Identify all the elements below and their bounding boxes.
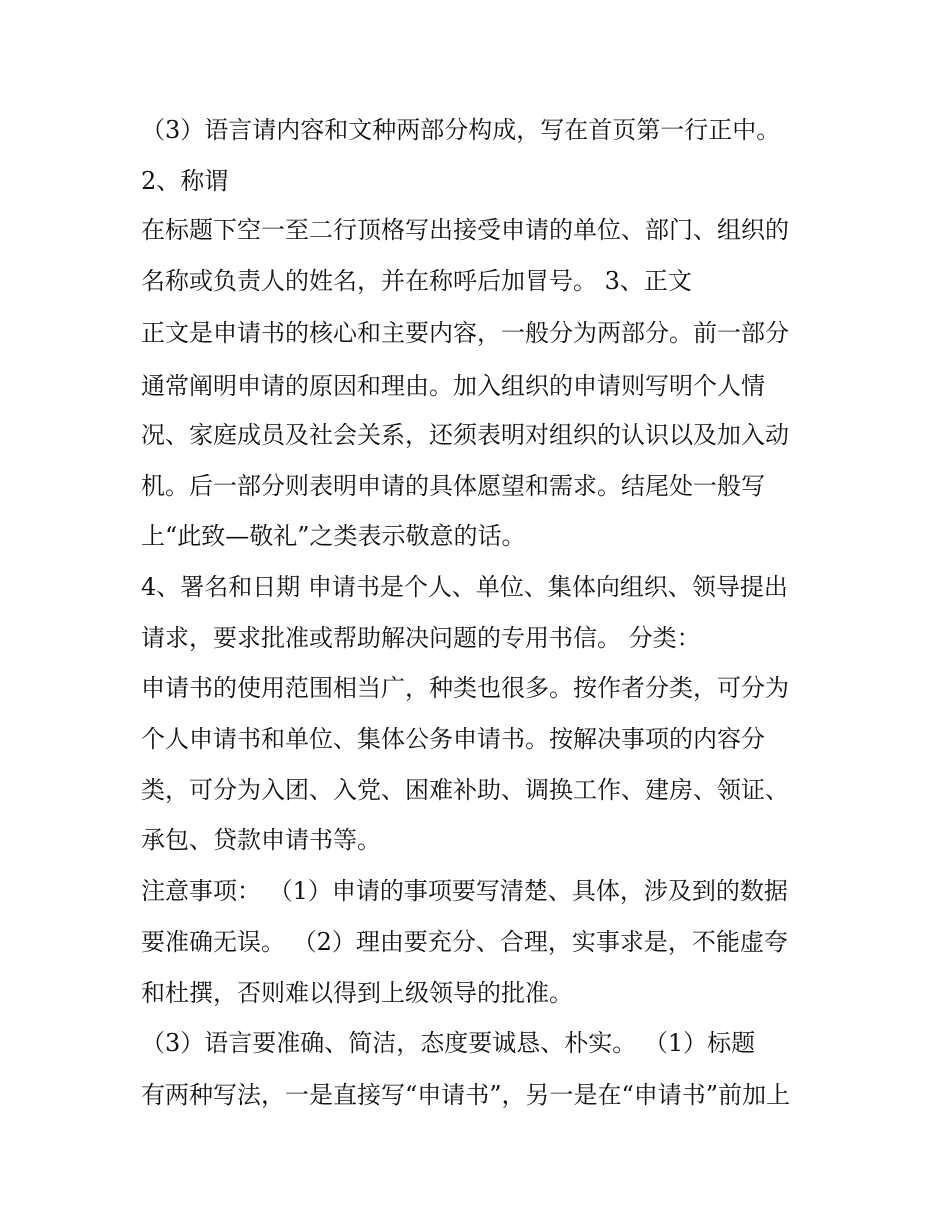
text-line: 上“此致—敬礼”之类表示敬意的话。 — [141, 522, 526, 550]
text-line: 申请书的使用范围相当广，种类也很多。按作者分类，可分为 — [141, 674, 789, 702]
text-line: 请求，要求批准或帮助解决问题的专用书信。 分类： — [141, 624, 701, 652]
text-line: 通常阐明申请的原因和理由。加入组织的申请则写明个人情 — [141, 372, 765, 400]
text-line: 注意事项： （1）申请的事项要写清楚、具体，涉及到的数据 — [141, 877, 788, 905]
text-line: （3）语言要准确、简洁，态度要诚恳、朴实。 （1）标题 — [141, 1029, 756, 1057]
text-line: 况、家庭成员及社会关系，还须表明对组织的认识以及加入动 — [141, 421, 789, 449]
text-line: 要准确无误。 （2）理由要充分、合理，实事求是，不能虚夸 — [141, 928, 788, 956]
text-line: 承包、贷款申请书等。 — [141, 826, 381, 854]
text-line: （3）语言请内容和文种两部分构成，写在首页第一行正中。 — [141, 116, 781, 144]
text-line: 4、署名和日期 申请书是个人、单位、集体向组织、领导提出 — [141, 573, 788, 601]
text-line: 个人申请书和单位、集体公务申请书。按解决事项的内容分 — [141, 725, 765, 753]
text-line: 机。后一部分则表明申请的具体愿望和需求。结尾处一般写 — [141, 472, 765, 500]
text-line: 有两种写法，一是直接写“申请书”，另一是在“申请书”前加上 — [141, 1081, 791, 1109]
text-line: 正文是申请书的核心和主要内容，一般分为两部分。前一部分 — [141, 319, 789, 347]
text-line: 在标题下空一至二行顶格写出接受申请的单位、部门、组织的 — [141, 216, 789, 244]
text-line: 名称或负责人的姓名，并在称呼后加冒号。 3、正文 — [141, 267, 692, 295]
text-line: 和杜撰，否则难以得到上级领导的批准。 — [141, 979, 573, 1007]
text-line: 2、称谓 — [141, 167, 229, 195]
text-line: 类，可分为入团、入党、困难补助、调换工作、建房、领证、 — [141, 776, 789, 804]
